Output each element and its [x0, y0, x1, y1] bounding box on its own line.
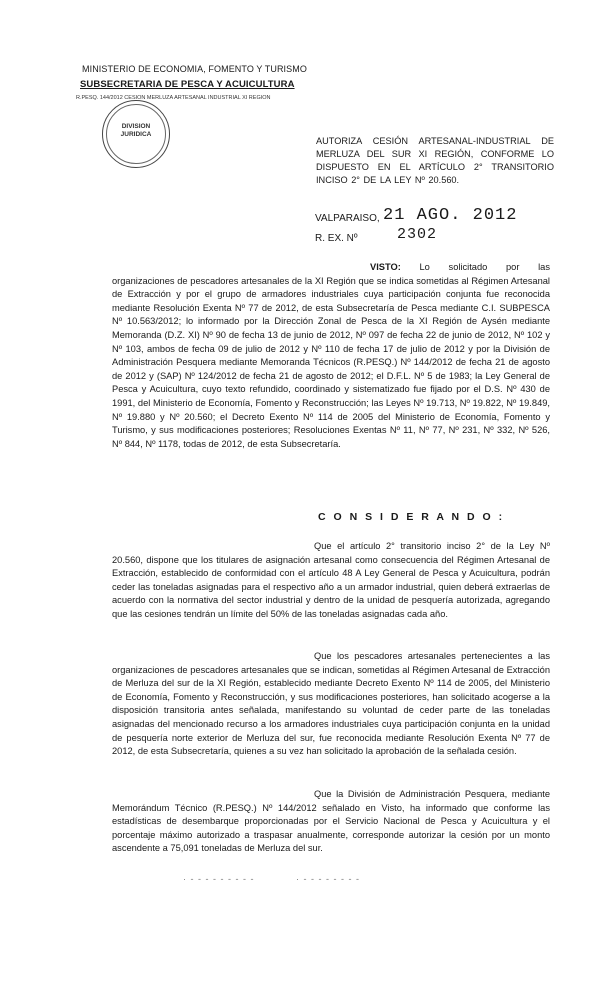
seal-line-1: DIVISION — [121, 123, 151, 130]
considerando-paragraph-3: Que la División de Administración Pesquera, mediante Memorándum Técnico (R.PESQ.) Nº 144/2012 señalado en Visto, ha informado que conforme las estadísticas de desembarque proporcionadas por el Servicio Nacional de Pesca y Acuicultura y el porcentaje máximo autorizado a traspasar anualmente, corresponde autorizar la cesión por un monto ascendente a 75,091 toneladas de Merluza del sur. — [112, 789, 550, 854]
resolution-label: R. EX. Nº — [315, 233, 358, 244]
juridica-seal — [102, 100, 170, 168]
undersecretariat-name: SUBSECRETARIA DE PESCA Y ACUICULTURA — [80, 79, 295, 90]
signature-line-right: · - - - - - - - - — [296, 874, 360, 884]
seal-line-2: JURIDICA — [120, 131, 152, 138]
considerando-paragraph-2: Que los pescadores artesanales pertenecientes a las organizaciones de pescadores artesanales que se indican, sometidas al Régimen Artesanal de Extracción de Merluza del sur de la XI Región, establecido mediante Decreto Exento Nº 114 de 2005, del Ministerio de Economía, Fomento y Reconstrucción, y sus modificaciones posteriores, han solicitado acogerse a la disposición transitoria antes señalada, manifestando su voluntad de ceder parte de las toneladas asignadas del mencionado recurso a los armadores industriales cuya participación conjunta en la unidad de pesquería norte exterior de Merluza del sur, fue reconocida mediante Resolución Exenta Nº 77 de 2012, de esta Subsecretaría, quienes a su vez han solicitado la aprobación de la señalada cesión. — [112, 651, 550, 757]
visto-text: Lo solicitado por las organizaciones de pescadores artesanales de la XI Región que se indica sometidas al Régimen Artesanal de Extracción y por el grupo de armadores industriales cuya participación conjunta fue reconocida mediante Resolución Exenta Nº 77 de 2012, de esta Subsecretaría de Pesca mediante C.I. SUBPESCA Nº 10.563/2012; lo informado por la Dirección Zonal de Pesca de la XI Región de Aysén mediante Memoranda (D.Z. XI) Nº 90 de fecha 13 de junio de 2012, Nº 097 de fecha 22 de junio de 2012, Nº 102 y Nº 103, ambos de fecha 09 de julio de 2012 y Nº 110 de fecha 17 de julio de 2012 y por la División de Administración Pesquera mediante Memoranda Técnicos (R.PESQ.) Nº 144/2012 de fecha 21 de agosto de 2012 y (SAP) Nº 124/2012 de fecha 21 de agosto de 2012; el D.F.L. Nº 5 de 1983; la Ley General de Pesca y Acuicultura, cuyo texto refundido, coordinado y sistematizado fue fijado por el D.S. Nº 430 de 1991, del Ministerio de Economía, Fomento y Reconstrucción; las Leyes Nº 19.713, Nº 19.822, Nº 19.849, Nº 19.880 y Nº 20.560; el Decreto Exento Nº 114 de 2005 del Ministerio de Economía, Fomento y Turismo, y sus modificaciones posteriores; Resoluciones Exentas Nº 11, Nº 77, Nº 231, Nº 332, Nº 526, Nº 844, Nº 1178, todas de 2012, de esta Subsecretaría. — [112, 262, 550, 449]
visto-paragraph — [112, 261, 550, 451]
considerando-heading: C O N S I D E R A N D O : — [318, 511, 505, 523]
date-city: VALPARAISO, — [315, 213, 380, 224]
visto-label: VISTO: — [370, 262, 401, 272]
signature-line-left: · - - - - - - - - - — [183, 874, 255, 884]
document-reference: R.PESQ. 144/2012 CESION MERLUZA ARTESANAL INDUSTRIAL XI REGION — [76, 95, 271, 101]
date-stamp: 21 AGO. 2012 — [383, 206, 518, 225]
considerando-paragraph-1: Que el artículo 2° transitorio inciso 2° de la Ley Nº 20.560, dispone que los titulares de asignación artesanal como consecuencia del Régimen Artesanal de Extracción, establecido de conformidad con el artículo 48 A Ley General de Pesca y Acuicultura, podrán ceder las toneladas asignadas para el respectivo año a un armador industrial, quien deberá extraerlas de acuerdo con la normativa del sector industrial y dentro de la unidad de pesquería autorizada, agregando que las cesiones tendrán un límite del 50% de las toneladas asignadas cada año. — [112, 541, 550, 619]
ministry-name: MINISTERIO DE ECONOMIA, FOMENTO Y TURISMO — [82, 64, 307, 74]
resolution-number: 2302 — [397, 226, 438, 243]
seal-text — [118, 123, 154, 139]
resolution-title: AUTORIZA CESIÓN ARTESANAL-INDUSTRIAL DE MERLUZA DEL SUR XI REGIÓN, CONFORME LO DISPUESTO EN EL ARTÍCULO 2° TRANSITORIO INCISO 2° DE LA LEY Nº 20.560. — [316, 136, 554, 185]
